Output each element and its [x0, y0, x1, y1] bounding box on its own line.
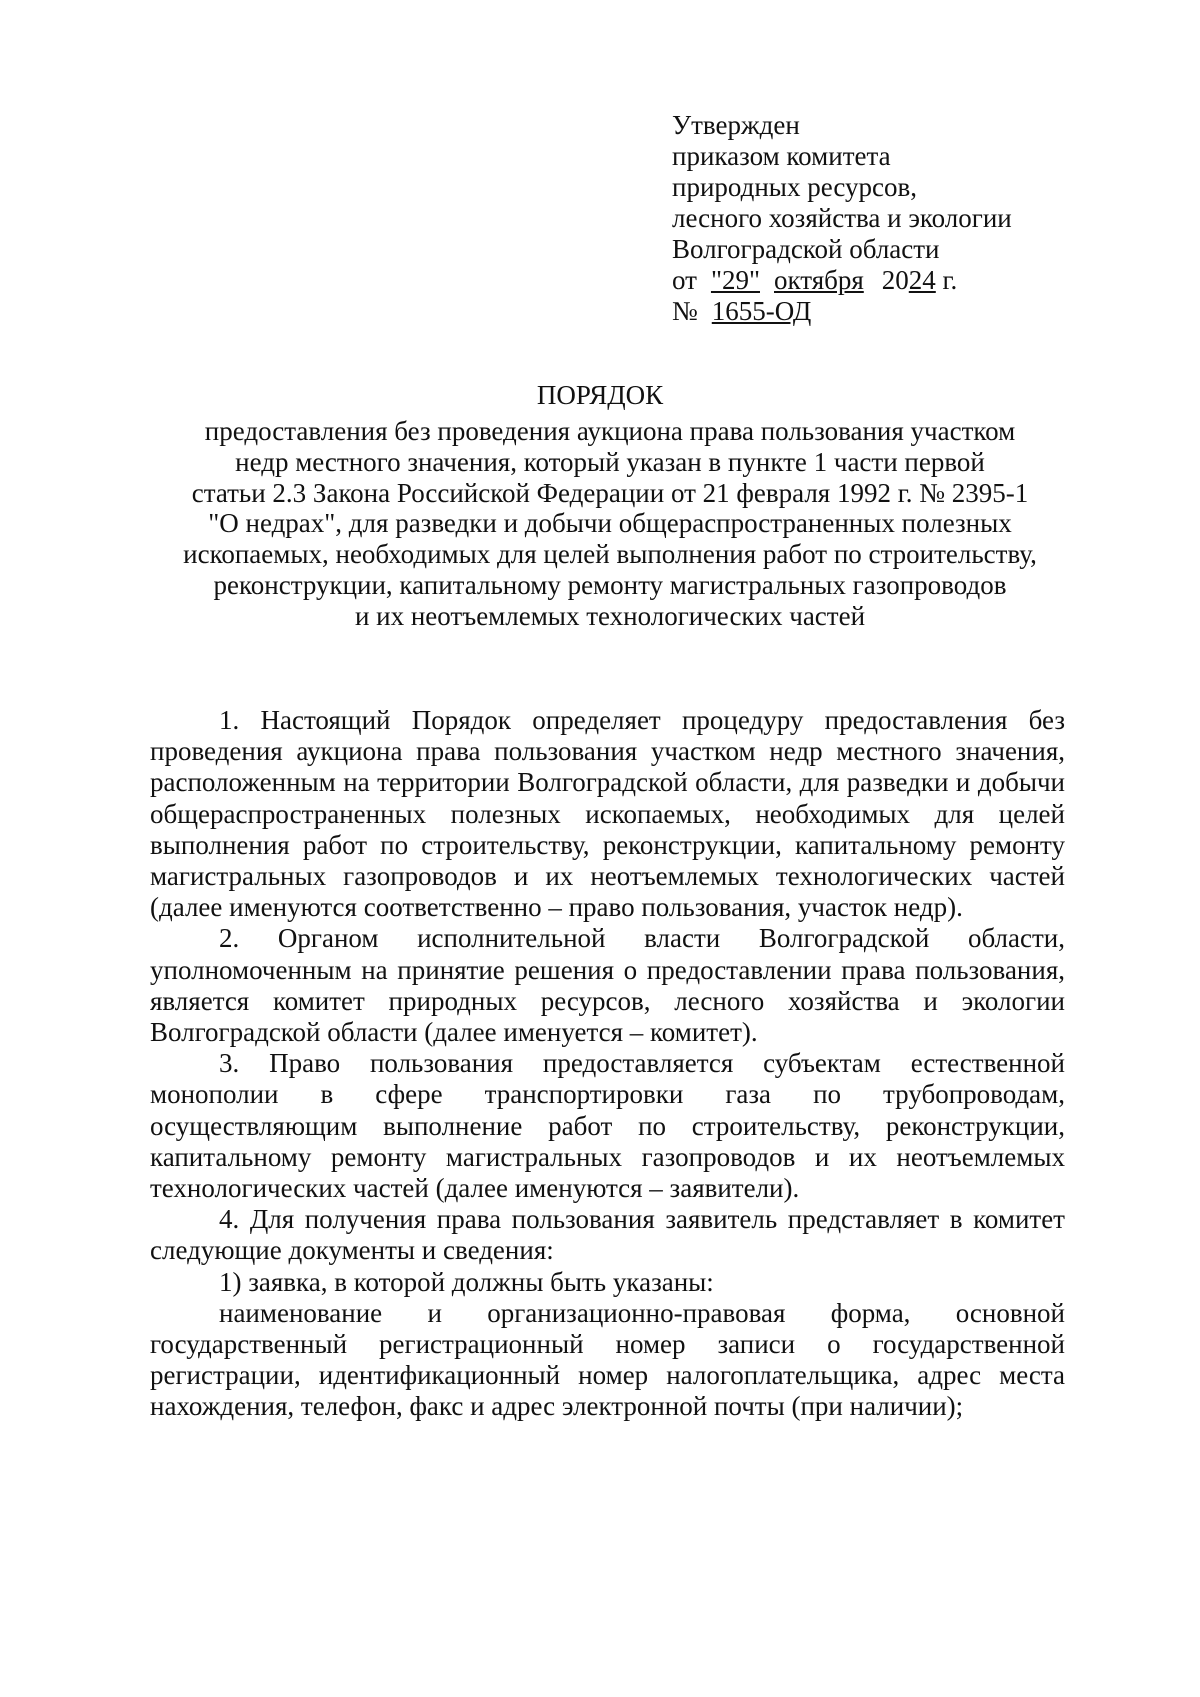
date-month: октября [774, 265, 864, 295]
approval-line: лесного хозяйства и экологии [672, 203, 1012, 233]
date-day: "29" [710, 265, 760, 295]
subtitle-line: реконструкции, капитальному ремонту магистральных газопроводов [213, 569, 1007, 600]
document-subtitle [150, 416, 1070, 632]
paragraph-4: 4. Для получения права пользования заявитель представляет в комитет следующие документы и сведения: [150, 1204, 1065, 1266]
approval-line: Волгоградской области [672, 234, 940, 264]
date-year-prefix: 20 [881, 265, 909, 295]
paragraph-4-subitem-1: 1) заявка, в которой должны быть указаны: [219, 1266, 714, 1297]
date-year-end: г. [942, 265, 958, 295]
approval-block [672, 110, 1012, 327]
document-title: ПОРЯДОК [536, 380, 664, 410]
subtitle-line: предоставления без проведения аукциона права пользования участком [204, 416, 1016, 446]
subtitle-line: "О недрах", для разведки и добычи общераспространенных полезных [208, 508, 1012, 539]
subtitle-line: ископаемых, необходимых для целей выполнения работ по строительству, [183, 539, 1037, 570]
paragraph-1: 1. Настоящий Порядок определяет процедуру предоставления без проведения аукциона права пользования участком недр местного значения, расположенным на территории Волгоградской области, для разведки и добычи общераспространенных полезных ископаемых, необходимых для целей выполнения работ по строительству, реконструкции, капитальному ремонту магистральных газопроводов и их неотъемлемых технологических частей (далее именуются соответственно – право пользования, участок недр). [150, 705, 1065, 923]
subtitle-line: недр местного значения, который указан в пункте 1 части первой [235, 446, 985, 477]
paragraph-4-subitem-1-details: наименование и организационно-правовая форма, основной государственный регистрационный номер записи о государственной регистрации, идентификационный номер налогоплательщика, адрес места нахождения, телефон, факс и адрес электронной почты (при наличии); [150, 1297, 1065, 1422]
number-prefix: № [672, 296, 698, 326]
order-number: 1655-ОД [711, 296, 812, 326]
paragraph-2: 2. Органом исполнительной власти Волгоградской области, уполномоченным на принятие решения о предоставлении права пользования, является комитет природных ресурсов, лесного хозяйства и экологии Волгоградской области (далее именуется – комитет). [150, 923, 1065, 1048]
approval-number [672, 296, 1012, 327]
approval-date [672, 265, 1012, 296]
date-year-suffix: 24 [908, 265, 936, 295]
paragraph-3: 3. Право пользования предоставляется субъектам естественной монополии в сфере транспортировки газа по трубопроводам, осуществляющим выполнение работ по строительству, реконструкции, капитальному ремонту магистральных газопроводов и их неотъемлемых технологических частей (далее именуются – заявители). [150, 1048, 1065, 1204]
date-prefix: от [672, 265, 697, 295]
approval-line: Утвержден [672, 110, 800, 140]
approval-line: природных ресурсов, [672, 172, 917, 202]
approval-line: приказом комитета [672, 141, 891, 171]
subtitle-line: и их неотъемлемых технологических частей [354, 600, 866, 631]
document-body [150, 705, 1065, 1423]
subtitle-line: статьи 2.3 Закона Российской Федерации от 21 февраля 1992 г. № 2395-1 [191, 477, 1029, 508]
